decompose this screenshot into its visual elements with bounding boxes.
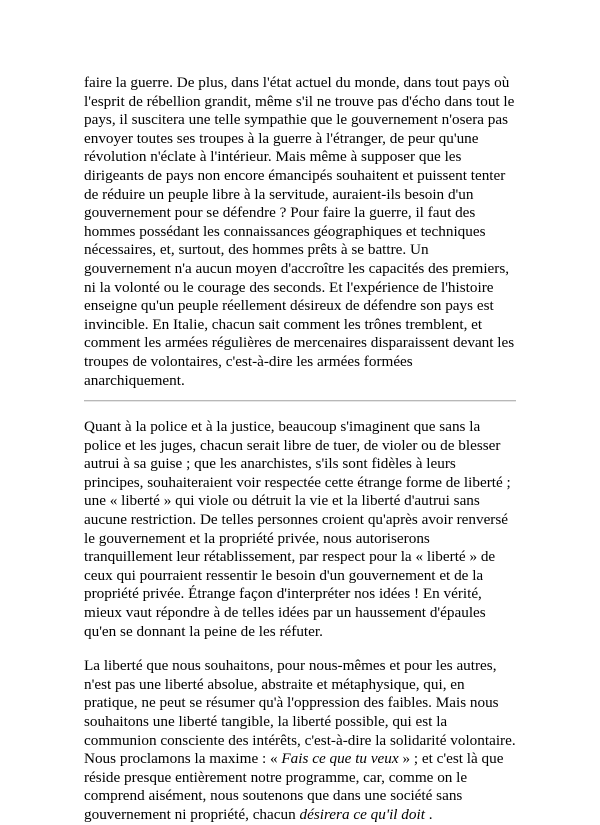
paragraph-war-and-defense: faire la guerre. De plus, dans l'état actuel du monde, dans tout pays où l'esprit de rébellion grandit, même s'il ne trouve pas d'écho dans tout le pays, il suscitera une telle sympathie que le gouvernement n'osera pas envoyer toutes ses troupes à la guerre à l'étranger, de peur qu'une révolution n'éclate à l'intérieur. Mais même à supposer que les dirigeants de pays non encore émancipés souhaitent et puissent tenter de réduire un peuple libre à la servitude, auraient-ils besoin d'un gouvernement pour se défendre ? Pour faire la guerre, il faut des hommes possédant les connaissances géographiques et techniques nécessaires, et, surtout, des hommes prêts à se battre. Un gouvernement n'a aucun moyen d'accroître les capacités des premiers, ni la volonté ou le courage des seconds. Et l'expérience de l'histoire enseigne qu'un peuple réellement désireux de défendre son pays est invincible. En Italie, chacun sait comment les trônes tremblent, et comment les armées régulières de mercenaires disparaissent devant les troupes de volontaires, c'est-à-dire les armées formées anarchiquement. [84,74,515,389]
liberty-text-part2: » ; et c'est là que réside presque entièrement notre programme, car, comme on le comprend aisément, nous soutenons que dans une société sans gouvernement ni propriété, chacun [84,750,504,823]
paragraph-police-and-justice: Quant à la police et à la justice, beaucoup s'imaginent que sans la police et les juges, chacun serait libre de tuer, de violer ou de blesser autrui à sa guise ; que les anarchistes, s'ils sont fidèles à leurs principes, souhaiteraient voir respectée cette étrange forme de liberté ; une « liberté » qui viole ou détruit la vie et la liberté d'autrui sans aucune restriction. De telles personnes croient qu'après avoir renversé le gouvernement et la propriété privée, nous autoriserons tranquillement leur rétablissement, par respect pour la « liberté » de ceux qui pourraient ressentir le besoin d'un gouvernement et de la propriété privée. Étrange façon d'interpréter nos idées ! En vérité, mieux vaut répondre à de telles idées par un haussement d'épaules qu'en se donnant la peine de les réfuter. [84,418,511,640]
paragraph-liberty [84,657,516,824]
maxim-emphasis: Fais ce que tu veux [281,750,399,768]
liberty-text-part1: La liberté que nous souhaitons, pour nous-mêmes et pour les autres, n'est pas une liberté absolue, abstraite et métaphysique, qui, en pratique, ne peut se résumer qu'à l'oppression des faibles. Mais nous souhaitons une liberté tangible, la liberté possible, qui est la communion consciente des intérêts, c'est-à-dire la solidarité volontaire. Nous proclamons la maxime : « [84,657,516,768]
liberty-text-part3: . [424,805,433,823]
section-divider [84,400,516,402]
paragraph-gap [84,641,516,657]
duty-emphasis: désirera ce qu'il doit [299,805,425,823]
